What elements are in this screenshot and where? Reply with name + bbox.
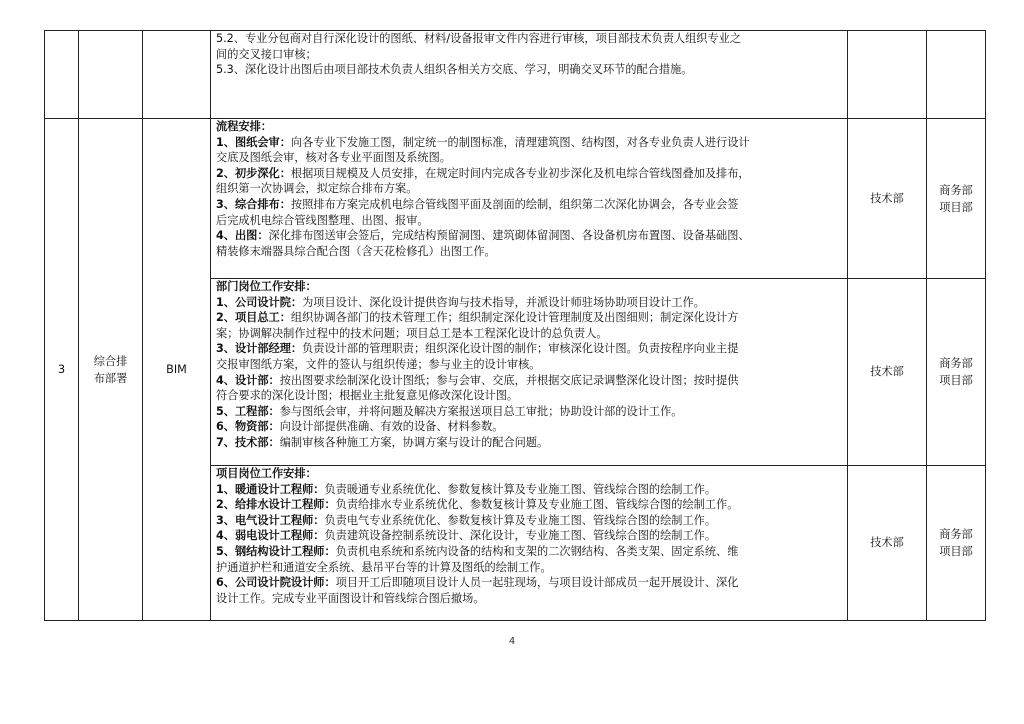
content-line-text: 按出图要求绘制深化设计图纸；参与会审、交底，并根据交底记录调整深化设计图；按时提供 — [279, 373, 739, 387]
content-line-text: 负责暖通专业系统优化、参数复核计算及专业施工图、管线综合图的绘制工作。 — [324, 482, 717, 496]
content-line-heading: 2、给排水设计工程师： — [216, 498, 336, 512]
cell-content — [211, 31, 848, 119]
content-line-text: 负责给排水专业系统优化、参数复核计算及专业施工图、管线综合图的绘制工作。 — [335, 498, 739, 512]
content-line-text: 项目开工后即随项目设计人员一起驻现场，与项目设计部成员一起开展设计、深化 — [335, 576, 739, 590]
content-line — [216, 166, 844, 182]
content-line: 5.3、深化设计出图后由项目部技术负责人组织各相关方交底、学习，明确交叉环节的配合措施。 — [216, 63, 693, 77]
content-line — [216, 197, 844, 213]
content-line-text: 按照排布方案完成机电综合管线图平面及剖面的绘制，组织第二次深化协调会，各专业会签 — [290, 197, 739, 211]
content-line-text: 设计工作。完成专业平面图设计和管线综合图后撤场。 — [216, 591, 485, 605]
cell-owner-text: 商务部项目部 — [939, 357, 973, 387]
content-line-heading: 5、工程部： — [216, 404, 280, 418]
content-line-heading: 4、设计部： — [216, 373, 280, 387]
content-line-text: 符合要求的深化设计图；根据业主批复意见修改深化设计图。 — [216, 389, 519, 403]
cell-dept — [848, 31, 927, 119]
content-line-text: 负责设计部的管理职责；组织深化设计图的制作；审核深化设计图。负责按程序向业主提 — [302, 342, 739, 356]
content-line-text: 编制审核各种施工方案，协调方案与设计的配合问题。 — [279, 435, 549, 449]
content-line-text: 组织第一次协调会，拟定综合排布方案。 — [216, 182, 418, 196]
content-line-heading: 6、公司设计院设计师： — [216, 576, 336, 590]
content-line-text: 参与图纸会审，并将问题及解决方案报送项目总工审批；协助设计部的设计工作。 — [279, 404, 683, 418]
content-line — [216, 373, 844, 389]
content-line-text: 护通道护栏和通道安全系统、悬吊平台等的计算及图纸的绘制工作。 — [216, 560, 552, 574]
cell-content — [211, 279, 848, 466]
content-line — [216, 404, 844, 420]
content-line-text: 精装修末端器具综合配合图（含天花检修孔）出图工作。 — [216, 244, 496, 258]
cell-dept: 技术部 — [848, 279, 927, 466]
content-line — [216, 528, 844, 544]
work-arrangement-table — [44, 30, 986, 621]
content-line — [216, 135, 844, 151]
cell-owner — [927, 119, 986, 279]
cell-dept: 技术部 — [848, 466, 927, 621]
content-line — [216, 482, 844, 498]
content-line — [216, 419, 844, 435]
content-line — [216, 244, 844, 260]
content-line-text: 向各专业下发施工图，制定统一的制图标准，清理建筑图、结构图，对各专业负责人进行设计 — [290, 135, 750, 149]
cell-no — [45, 31, 79, 119]
content-line-heading: 4、出图： — [216, 229, 269, 243]
content-line-text: 深化排布图送审会签后，完成结构预留洞图、建筑砌体留洞图、各设备机房布置图、设备基础图、 — [268, 229, 750, 243]
content-line-text: 负责电气专业系统优化、参数复核计算及专业施工图、管线综合图的绘制工作。 — [324, 513, 717, 527]
content-line — [216, 435, 844, 451]
content-line-heading: 5、钢结构设计工程师： — [216, 544, 336, 558]
content-line-text: 后完成机电综合管线图整理、出图、报审。 — [216, 213, 429, 227]
content-line-heading: 1、图纸会审： — [216, 135, 291, 149]
cell-tool-text: BIM — [166, 362, 187, 376]
cell-owner-text: 商务部项目部 — [939, 528, 973, 558]
cell-owner — [927, 279, 986, 466]
cell-dept: 技术部 — [848, 119, 927, 279]
cell-owner-text: 商务部项目部 — [939, 183, 973, 214]
content-line — [216, 213, 844, 229]
content-line-heading: 4、弱电设计工程师： — [216, 529, 325, 543]
content-line — [216, 357, 844, 373]
content-line-heading: 3、电气设计工程师： — [216, 513, 325, 527]
content-line-heading: 7、技术部： — [216, 435, 280, 449]
content-line — [216, 466, 844, 482]
content-line-heading: 2、初步深化： — [216, 166, 291, 180]
content-line-text: 负责机电系统和系统内设备的结构和支架的二次钢结构、各类支架、固定系统、维 — [335, 544, 739, 558]
cell-no — [45, 119, 79, 621]
content-line — [216, 544, 844, 560]
table-row-prev — [45, 31, 986, 119]
cell-content — [211, 466, 848, 621]
content-line-heading: 1、公司设计院： — [216, 295, 303, 309]
content-line — [216, 181, 844, 197]
content-line: 间的交叉接口审核； — [216, 47, 317, 61]
content-line-heading: 3、设计部经理： — [216, 342, 303, 356]
content-line — [216, 326, 844, 342]
content-line — [216, 388, 844, 404]
content-line — [216, 591, 844, 607]
content-line — [216, 295, 844, 311]
content-line — [216, 560, 844, 576]
content-line-text: 向设计部提供准确、有效的设备、材料参数。 — [279, 420, 504, 434]
table-row-block — [45, 119, 986, 279]
cell-no-text: 3 — [57, 362, 66, 376]
content-line-heading: 部门岗位工作安排： — [216, 280, 317, 293]
content-line-text: 组织协调各部门的技术管理工作；组织制定深化设计管理制度及出图细则；制定深化设计方 — [290, 311, 739, 325]
content-line-text: 交报审图纸方案，文件的签认与组织传递；参与业主的设计审核。 — [216, 357, 541, 371]
page-number: 4 — [508, 636, 516, 647]
cell-content — [211, 119, 848, 279]
content-line — [216, 341, 844, 357]
content-line — [216, 497, 844, 513]
content-line-text: 根据项目规模及人员安排，在规定时间内完成各专业初步深化及机电综合管线图叠加及排布， — [290, 166, 750, 180]
content-line: 5.2、专业分包商对自行深化设计的图纸、材料/设备报审文件内容进行审核，项目部技术负责人组织专业之 — [216, 32, 742, 45]
content-line — [216, 150, 844, 166]
cell-tool — [143, 119, 211, 621]
content-line-text: 为项目设计、深化设计提供咨询与技术指导，并派设计师驻场协助项目设计工作。 — [302, 295, 705, 309]
content-line-text: 负责建筑设备控制系统设计、深化设计，专业施工图、管线综合图的绘制工作。 — [324, 529, 717, 543]
cell-name — [79, 31, 143, 119]
cell-tool — [143, 31, 211, 119]
cell-name-text: 综合排布部署 — [93, 354, 128, 385]
content-line-heading: 6、物资部： — [216, 420, 280, 434]
content-line — [216, 228, 844, 244]
content-line-heading: 1、暖通设计工程师： — [216, 482, 325, 496]
cell-owner — [927, 466, 986, 621]
content-line — [216, 119, 844, 135]
content-line-text: 案；协调解决制作过程中的技术问题；项目总工是本工程深化设计的总负责人。 — [216, 326, 608, 340]
content-line — [216, 279, 844, 295]
content-line — [216, 575, 844, 591]
content-line-heading: 流程安排： — [216, 120, 272, 133]
content-line — [216, 310, 844, 326]
cell-name — [79, 119, 143, 621]
content-line-heading: 3、综合排布： — [216, 197, 291, 211]
content-line-text: 交底及图纸会审，核对各专业平面图及系统图。 — [216, 151, 451, 165]
content-line-heading: 2、项目总工： — [216, 311, 291, 325]
cell-owner — [927, 31, 986, 119]
content-line — [216, 513, 844, 529]
content-line-heading: 项目岗位工作安排： — [216, 467, 317, 480]
